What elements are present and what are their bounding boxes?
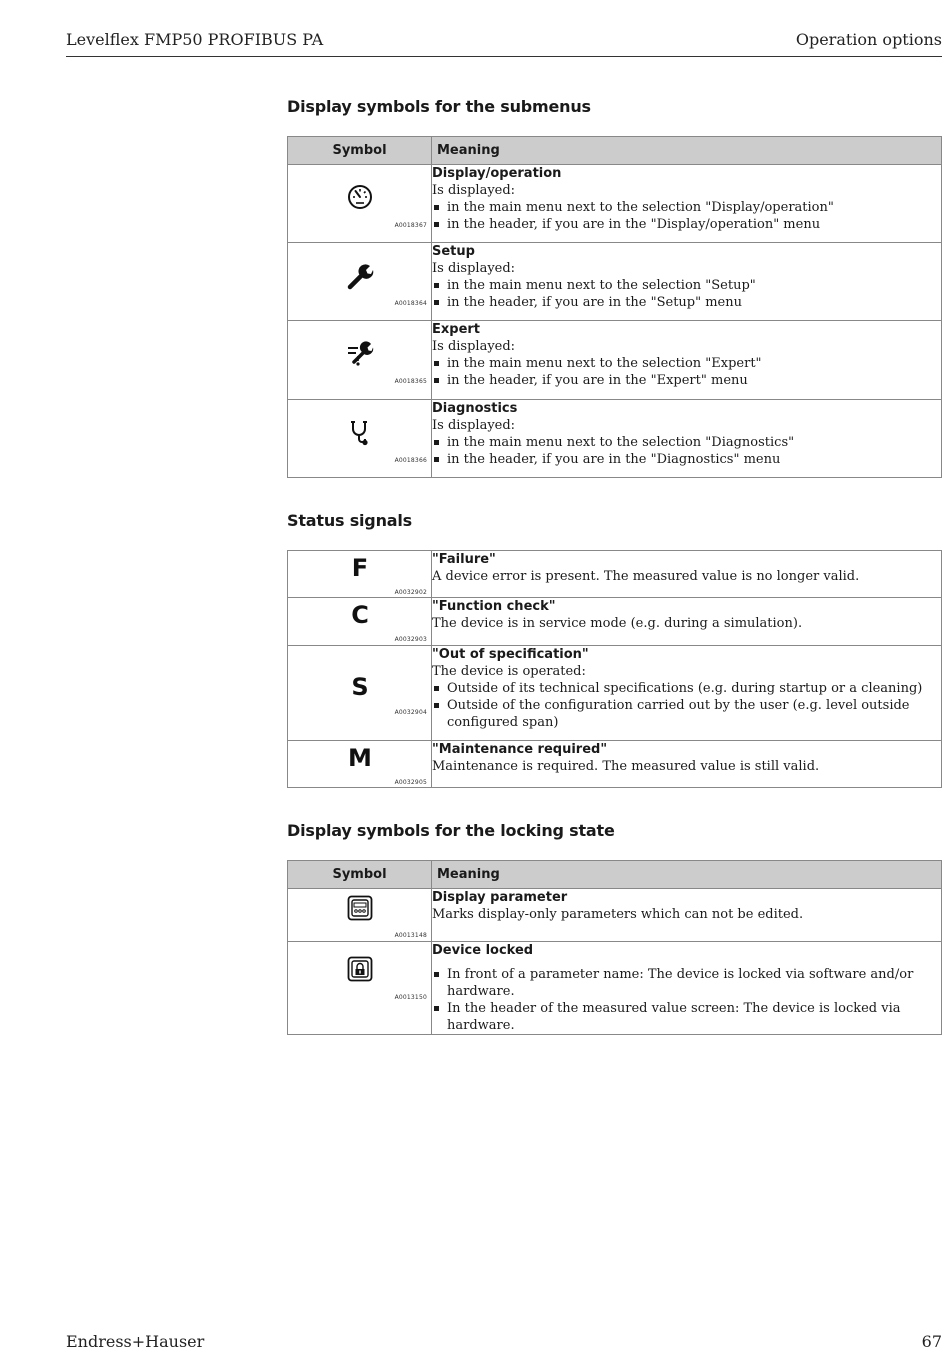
table-row xyxy=(288,646,942,741)
row-text: Marks display-only parameters which can not be edited. xyxy=(432,907,804,922)
stethoscope-icon xyxy=(288,419,432,452)
meaning-cell xyxy=(432,942,942,1035)
table-row xyxy=(288,321,942,400)
list-item: In the header of the measured value screen: The device is locked via hardware. xyxy=(432,1000,941,1034)
status-heading: Status signals xyxy=(287,511,412,530)
table-header-row xyxy=(288,137,942,165)
display-parameter-icon xyxy=(288,895,432,926)
meaning-cell xyxy=(432,243,942,321)
wrench-icon xyxy=(288,262,432,295)
status-table xyxy=(287,550,942,788)
column-header-symbol: Symbol xyxy=(288,861,432,889)
list-item: in the main menu next to the selection "Setup" xyxy=(432,277,941,294)
table-header-row xyxy=(288,861,942,889)
row-title: "Failure" xyxy=(432,552,496,567)
bullet-list xyxy=(432,277,941,311)
table-row xyxy=(288,942,942,1035)
figure-code: A0032902 xyxy=(394,589,427,596)
meaning-cell xyxy=(432,646,942,741)
column-header-symbol: Symbol xyxy=(288,137,432,165)
bullet-list xyxy=(432,680,941,731)
bullet-list xyxy=(432,355,941,389)
symbol-cell xyxy=(288,741,432,788)
status-letter: S xyxy=(351,673,369,701)
figure-code: A0018365 xyxy=(394,378,427,385)
bullet-list xyxy=(432,434,941,468)
list-item: in the header, if you are in the "Display/operation" menu xyxy=(432,216,941,233)
symbol-cell xyxy=(288,942,432,1035)
document-title: Levelflex FMP50 PROFIBUS PA xyxy=(66,30,324,49)
status-letter: M xyxy=(348,744,372,772)
symbol-cell xyxy=(288,551,432,598)
row-lead: Is displayed: xyxy=(432,339,516,354)
row-title: Diagnostics xyxy=(432,401,518,416)
symbol-cell xyxy=(288,321,432,400)
meaning-cell xyxy=(432,889,942,942)
locking-table xyxy=(287,860,942,1035)
row-title: Expert xyxy=(432,322,481,337)
figure-code: A0032904 xyxy=(394,709,427,716)
symbol-cell xyxy=(288,646,432,741)
column-header-meaning: Meaning xyxy=(432,137,942,165)
meaning-cell xyxy=(432,165,942,243)
submenus-table xyxy=(287,136,942,478)
figure-code: A0018367 xyxy=(394,222,427,229)
page-number: 67 xyxy=(921,1332,942,1351)
list-item: Outside of its technical specifications (e.g. during startup or a cleaning) xyxy=(432,680,941,697)
list-item: in the main menu next to the selection "Display/operation" xyxy=(432,199,941,216)
table-row xyxy=(288,400,942,478)
status-letter: F xyxy=(351,554,369,582)
row-title: Device locked xyxy=(432,943,534,958)
row-title: Display/operation xyxy=(432,166,562,181)
table-row xyxy=(288,889,942,942)
status-letter: C xyxy=(351,601,369,629)
meaning-cell xyxy=(432,598,942,646)
expert-icon xyxy=(288,340,432,373)
table-row xyxy=(288,741,942,788)
row-lead: Is displayed: xyxy=(432,261,516,276)
figure-code: A0032905 xyxy=(394,779,427,786)
column-header-meaning: Meaning xyxy=(432,861,942,889)
row-title: "Function check" xyxy=(432,599,556,614)
symbol-cell xyxy=(288,165,432,243)
table-row xyxy=(288,598,942,646)
gauge-icon xyxy=(288,184,432,215)
table-row xyxy=(288,243,942,321)
page-footer xyxy=(66,1332,942,1354)
figure-code: A0013148 xyxy=(394,932,427,939)
meaning-cell xyxy=(432,321,942,400)
list-item: In front of a parameter name: The device is locked via software and/or hardware. xyxy=(432,966,941,1000)
symbol-cell xyxy=(288,400,432,478)
submenus-heading: Display symbols for the submenus xyxy=(287,97,591,116)
row-text: Maintenance is required. The measured value is still valid. xyxy=(432,759,820,774)
list-item: in the header, if you are in the "Diagnostics" menu xyxy=(432,451,941,468)
meaning-cell xyxy=(432,551,942,598)
symbol-cell xyxy=(288,598,432,646)
figure-code: A0032903 xyxy=(394,636,427,643)
meaning-cell xyxy=(432,400,942,478)
locking-heading: Display symbols for the locking state xyxy=(287,821,615,840)
list-item: in the main menu next to the selection "Expert" xyxy=(432,355,941,372)
list-item: Outside of the configuration carried out by the user (e.g. level outside configured span) xyxy=(432,697,941,731)
section-title: Operation options xyxy=(795,30,942,49)
page-header xyxy=(66,30,942,57)
row-lead: Is displayed: xyxy=(432,183,516,198)
row-text: The device is operated: xyxy=(432,664,586,679)
table-row xyxy=(288,551,942,598)
figure-code: A0018364 xyxy=(394,300,427,307)
row-lead: Is displayed: xyxy=(432,418,516,433)
symbol-cell xyxy=(288,889,432,942)
list-item: in the header, if you are in the "Setup" menu xyxy=(432,294,941,311)
symbol-cell xyxy=(288,243,432,321)
device-locked-icon xyxy=(288,956,432,987)
row-text: A device error is present. The measured value is no longer valid. xyxy=(432,569,860,584)
list-item: in the main menu next to the selection "Diagnostics" xyxy=(432,434,941,451)
row-title: Display parameter xyxy=(432,890,568,905)
list-item: in the header, if you are in the "Expert" menu xyxy=(432,372,941,389)
bullet-list xyxy=(432,199,941,233)
row-title: "Maintenance required" xyxy=(432,742,608,757)
row-title: "Out of specification" xyxy=(432,647,589,662)
figure-code: A0013150 xyxy=(394,994,427,1001)
meaning-cell xyxy=(432,741,942,788)
bullet-list xyxy=(432,966,941,1034)
company-name: Endress+Hauser xyxy=(66,1332,205,1351)
figure-code: A0018366 xyxy=(394,457,427,464)
table-row xyxy=(288,165,942,243)
row-title: Setup xyxy=(432,244,475,259)
row-text: The device is in service mode (e.g. during a simulation). xyxy=(432,616,803,631)
